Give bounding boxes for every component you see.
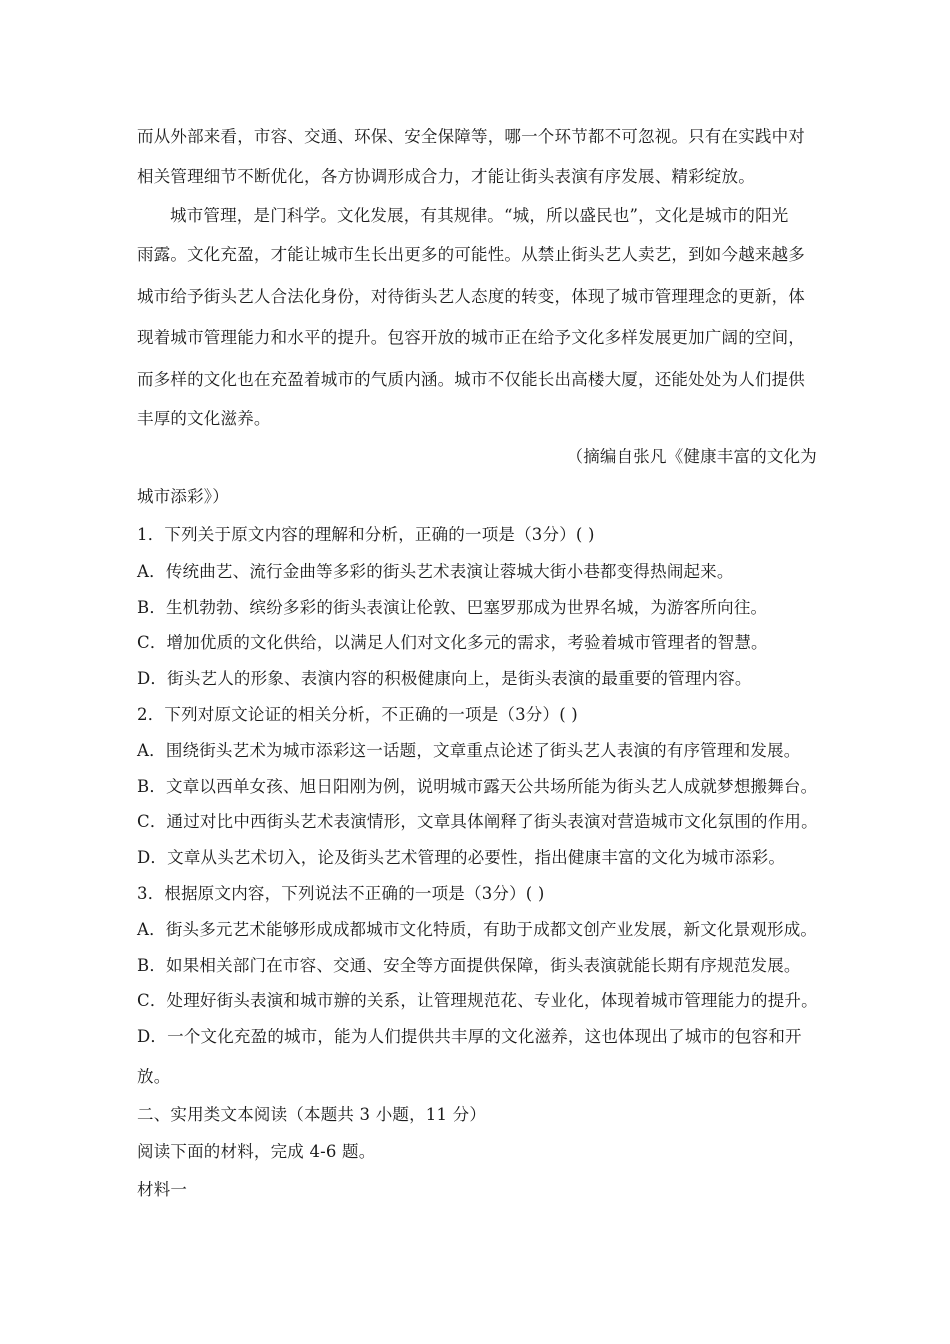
question-option: B．文章以西单女孩、旭日阳刚为例，说明城市露天公共场所能为街头艺人成就梦想搬舞台。 xyxy=(137,777,818,796)
paragraph-line: 现着城市管理能力和水平的提升。包容开放的城市正在给予文化多样发展更加广阔的空间， xyxy=(137,328,805,347)
paragraph-line: 丰厚的文化滋养。 xyxy=(137,409,271,428)
paragraph-line: 城市给予街头艺人合法化身份，对待街头艺人态度的转变，体现了城市管理理念的更新，体 xyxy=(137,287,805,306)
question-option: D．文章从头艺术切入，论及街头艺术管理的必要性，指出健康丰富的文化为城市添彩。 xyxy=(137,848,786,867)
source-citation: （摘编自张凡《健康丰富的文化为 xyxy=(566,447,817,466)
question-option: A．围绕街头艺术为城市添彩这一话题，文章重点论述了街头艺人表演的有序管理和发展。 xyxy=(137,741,801,760)
question-option: B．生机勃勃、缤纷多彩的街头表演让伦敦、巴塞罗那成为世界名城，为游客所向往。 xyxy=(137,598,768,617)
question-option: C．增加优质的文化供给，以满足人们对文化多元的需求，考验着城市管理者的智慧。 xyxy=(137,633,768,652)
question-stem: 3．根据原文内容，下列说法不正确的一项是（3分）( ) xyxy=(137,884,545,903)
question-option: B．如果相关部门在市容、交通、安全等方面提供保障，街头表演就能长期有序规范发展。 xyxy=(137,956,801,975)
question-option: 放。 xyxy=(137,1067,171,1086)
source-citation: 城市添彩》） xyxy=(137,487,229,506)
question-option: D．一个文化充盈的城市，能为人们提供共丰厚的文化滋养，这也体现出了城市的包容和开 xyxy=(137,1027,802,1046)
question-stem: 1．下列关于原文内容的理解和分析，正确的一项是（3分）( ) xyxy=(137,525,595,544)
paragraph-line: 而从外部来看，市容、交通、环保、安全保障等，哪一个环节都不可忽视。只有在实践中对 xyxy=(137,127,805,146)
section-heading: 二、实用类文本阅读（本题共 3 小题，11 分） xyxy=(137,1105,487,1124)
paragraph-line: 雨露。文化充盈，才能让城市生长出更多的可能性。从禁止街头艺人卖艺，到如今越来越多 xyxy=(137,245,805,264)
paragraph-line: 城市管理，是门科学。文化发展，有其规律。“城，所以盛民也”，文化是城市的阳光 xyxy=(170,206,789,225)
paragraph-line: 相关管理细节不断优化，各方协调形成合力，才能让街头表演有序发展、精彩绽放。 xyxy=(137,167,755,186)
section-instruction: 阅读下面的材料，完成 4-6 题。 xyxy=(137,1142,376,1161)
question-option: D．街头艺人的形象、表演内容的积极健康向上，是街头表演的最重要的管理内容。 xyxy=(137,669,752,688)
paragraph-line: 而多样的文化也在充盈着城市的气质内涵。城市不仅能长出高楼大厦，还能处处为人们提供 xyxy=(137,370,805,389)
question-option: A．街头多元艺术能够形成成都城市文化特质，有助于成都文创产业发展，新文化景观形成。 xyxy=(137,920,818,939)
question-option: C．处理好街头表演和城市辦的关系，让管理规范花、专业化，体现着城市管理能力的提升。 xyxy=(137,991,818,1010)
question-option: A．传统曲艺、流行金曲等多彩的街头艺术表演让蓉城大街小巷都变得热闹起来。 xyxy=(137,562,734,581)
question-stem: 2．下列对原文论证的相关分析，不正确的一项是（3分）( ) xyxy=(137,705,578,724)
question-option: C．通过对比中西街头艺术表演情形，文章具体阐释了街头表演对营造城市文化氛围的作用。 xyxy=(137,812,818,831)
material-heading: 材料一 xyxy=(137,1180,188,1199)
